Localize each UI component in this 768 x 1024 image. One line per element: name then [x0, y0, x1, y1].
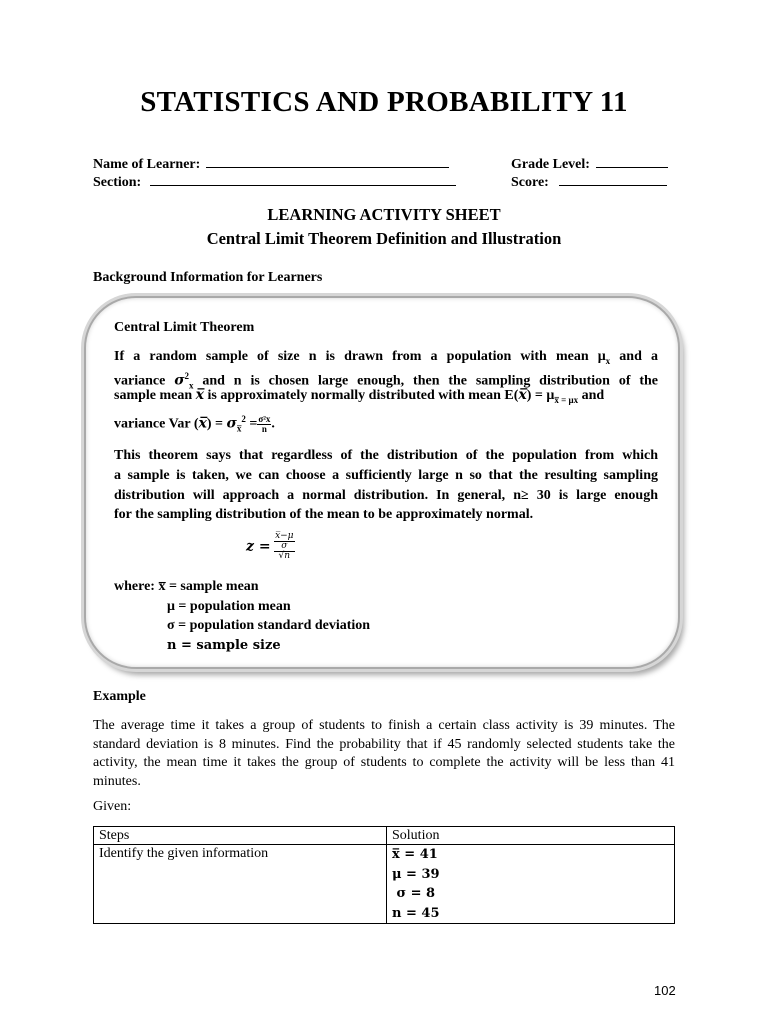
section-field[interactable]: [93, 173, 456, 191]
background-heading: Background Information for Learners: [93, 270, 323, 285]
theorem-p2-line-4: for the sampling distribution of the mean to be approximately normal.: [114, 507, 534, 522]
table-header-row: [94, 827, 675, 845]
name-label: Name of Learner:: [93, 157, 201, 172]
grade-label: Grade Level:: [511, 157, 590, 172]
where-line-3: σ = population standard deviation: [167, 618, 371, 633]
name-of-learner-field[interactable]: [93, 155, 449, 173]
table-row: [94, 845, 675, 924]
score-field[interactable]: [511, 173, 667, 191]
where-line-2: μ = population mean: [167, 599, 291, 614]
theorem-line-4: variance Var (x̅) = $\sigma_{x̅}^2$ = $\frac{\text{σ²x}}{n}$ .: [114, 413, 275, 434]
where-line-4: n = sample size: [167, 638, 281, 653]
section-label: Section:: [93, 175, 142, 190]
theorem-heading: Central Limit Theorem: [114, 320, 255, 335]
solution-line: n = 45: [392, 905, 440, 921]
solution-line: σ = 8: [392, 886, 436, 901]
z-formula: z = x̅−μ σ √n: [246, 531, 294, 561]
solution-line: x̅ = 41: [392, 847, 438, 862]
sheet-subtitle: Central Limit Theorem Definition and Illustration: [206, 229, 562, 248]
solution-line: μ = 39: [392, 866, 440, 882]
grade-level-field[interactable]: [511, 155, 668, 173]
theorem-line-2: variance $\sigma^2_x$ and n is chosen large enough, then the sampling distribution of the: [114, 371, 659, 391]
theorem-line-3: sample mean x̅ is approximately normally distributed with mean E(x̅) = $\mu_{x̅ = \mu x}$ and: [114, 387, 605, 405]
step-cell: Identify the given information: [94, 845, 387, 924]
sheet-title: LEARNING ACTIVITY SHEET: [267, 205, 501, 224]
document-title: STATISTICS AND PROBABILITY 11: [140, 86, 628, 118]
theorem-p2-line-3: distribution will approach a normal distribution. In general, n≥ 30 is large enough: [114, 488, 658, 503]
grade-blank[interactable]: [596, 155, 668, 168]
where-line-1: where: x̅ = sample mean: [114, 579, 259, 594]
score-blank[interactable]: [559, 173, 667, 186]
theorem-p2-line-1: This theorem says that regardless of the distribution of the population from which: [114, 448, 658, 463]
score-label: Score:: [511, 175, 549, 190]
variance-fraction: $\frac{\text{σ²x}}{n}$: [258, 413, 271, 434]
solution-cell: [387, 845, 675, 924]
section-blank[interactable]: [150, 173, 456, 186]
example-paragraph: The average time it takes a group of students to finish a certain class activity is 39 minutes. The standard deviation is 8 minutes. Find the probability that if 45 randomly selected students take the activity, the mean time it takes the group of students to complete the activity will be less than 41 minutes.: [93, 718, 675, 789]
solution-header: Solution: [387, 827, 675, 845]
name-blank[interactable]: [206, 155, 449, 168]
theorem-line-1: If a random sample of size n is drawn from a population with mean $\mu_x$ and a: [114, 349, 658, 366]
given-label: Given:: [93, 799, 132, 814]
steps-header: Steps: [94, 827, 387, 845]
page-number: 102: [654, 983, 676, 998]
theorem-p2-line-2: a sample is taken, we can choose a sufficiently large n so that the resulting sampling: [114, 468, 658, 483]
example-heading: Example: [93, 689, 146, 704]
steps-table: [93, 826, 675, 924]
